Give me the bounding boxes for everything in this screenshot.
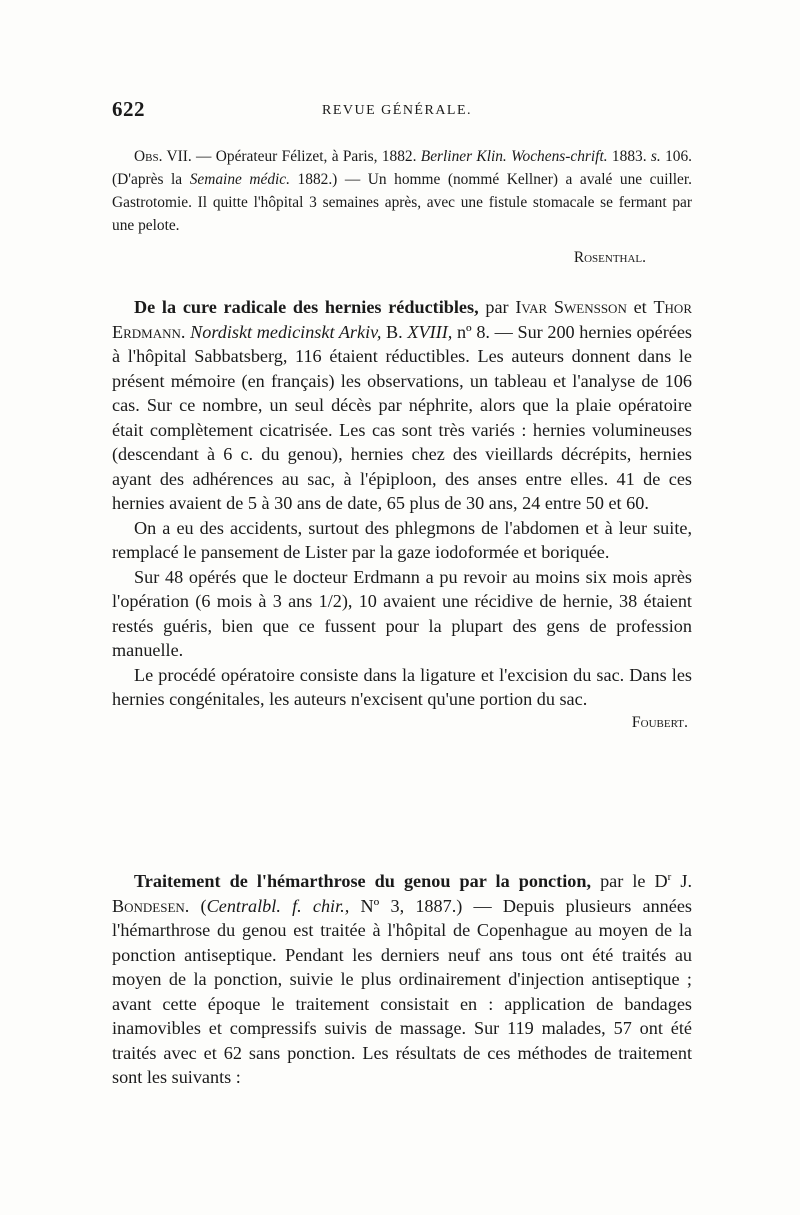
running-title: REVUE GÉNÉRALE. xyxy=(322,103,473,118)
article-hernies-paragraph: Le procédé opératoire consiste dans la ligature et l'excision du sac. Dans les hernies congénitales, les auteurs n'excisent qu'une portion du sac. xyxy=(112,664,692,709)
article-hernies-intro: De la cure radicale des hernies réductibles, par Ivar Swensson et Thor Erdmann. Nordiskt medicinskt Arkiv, B. XVIII, nº 8. — Sur 200 hernies opérées à l'hôpital Sabbatsberg, 116 étaient réductibles. Les auteurs donnent dans le présent mémoire (en français) les observations, un tableau et l'analyse de 106 cas. Sur ce nombre, un seul décès par néphrite, alors que la plaie opératoire était complètement cicatrisée. Les cas sont très variés : hernies volumineuses (descendant à 6 c. du genou), hernies chez des vieillards décrépits, hernies ayant des adhérences au sac, à l'épiploon, des anses entre elles. 41 de ces hernies avaient de 5 à 30 ans de date, 65 plus de 30 ans, 24 entre 50 et 60. xyxy=(112,297,692,513)
article-title: De la cure radicale des hernies réductibles, xyxy=(134,297,479,317)
signature-foubert: Foubert. xyxy=(631,713,688,731)
page-number: 622 xyxy=(112,97,145,121)
page-header xyxy=(112,97,690,125)
article-hernies-paragraph: On a eu des accidents, surtout des phlegmons de l'abdomen et à leur suite, remplacé le pansement de Lister par la gaze iodoformée et boriquée. xyxy=(112,517,692,562)
journal-citation: Berliner Klin. Wochens-chrift. xyxy=(420,148,608,165)
author: Ivar Swensson xyxy=(515,297,627,317)
signature-rosenthal: Rosenthal. xyxy=(573,249,646,266)
article-hemarthrose-text: Traitement de l'hémarthrose du genou par la ponction, par le $D^r$ J. Bondesen. (Centralbl. f. chir., Nº 3, 1887.) — Depuis plusieurs années l'hémarthrose du genou est traitée à l'hôpital de Copenhague au moyen de la ponction antiseptique. Pendant les derniers neuf ans tous ont été traités au moyen de la ponction, suivie le plus ordinairement d'injection antiseptique ; avant cette époque le traitement consistait en : application de bandages inamovibles et compressifs suivis de massage. Sur 119 malades, 57 ont été traités avec et 62 sans ponction. Les résultats de ces méthodes de traitement sont les suivants : xyxy=(112,870,692,1087)
article-hernies-paragraph: Sur 48 opérés que le docteur Erdmann a pu revoir au moins six mois après l'opération (6 mois à 3 ans 1/2), 10 avaient une récidive de hernie, 38 étaient restés guéris, bien que ce fussent pour la plupart des gens de profession manuelle. xyxy=(112,566,692,660)
article-hernies xyxy=(112,295,692,732)
journal-citation: Nordiskt medicinskt Arkiv, xyxy=(190,321,382,342)
author: Thor Erdmann. xyxy=(112,297,692,342)
article-title: Traitement de l'hémarthrose du genou par la ponction, xyxy=(134,871,591,891)
article-hemarthrose xyxy=(112,869,692,1090)
observation-7-text: Obs. VII. — Opérateur Félizet, à Paris, 1882. Berliner Klin. Wochens-chrift. 1883. s. 106. (D'après la Semaine médic. 1882.) — Un homme (nommé Kellner) a avalé une cuiller. Gastrotomie. Il quitte l'hôpital 3 semaines après, avec une fistule stomacale se fermant par une pelote. xyxy=(112,148,693,234)
observation-7 xyxy=(112,145,692,267)
author: Bondesen. xyxy=(112,895,190,916)
observation-label: Obs. VII. xyxy=(134,148,192,165)
journal-citation: Semaine médic. xyxy=(189,171,290,188)
journal-citation: Centralbl. f. chir., xyxy=(206,895,350,916)
